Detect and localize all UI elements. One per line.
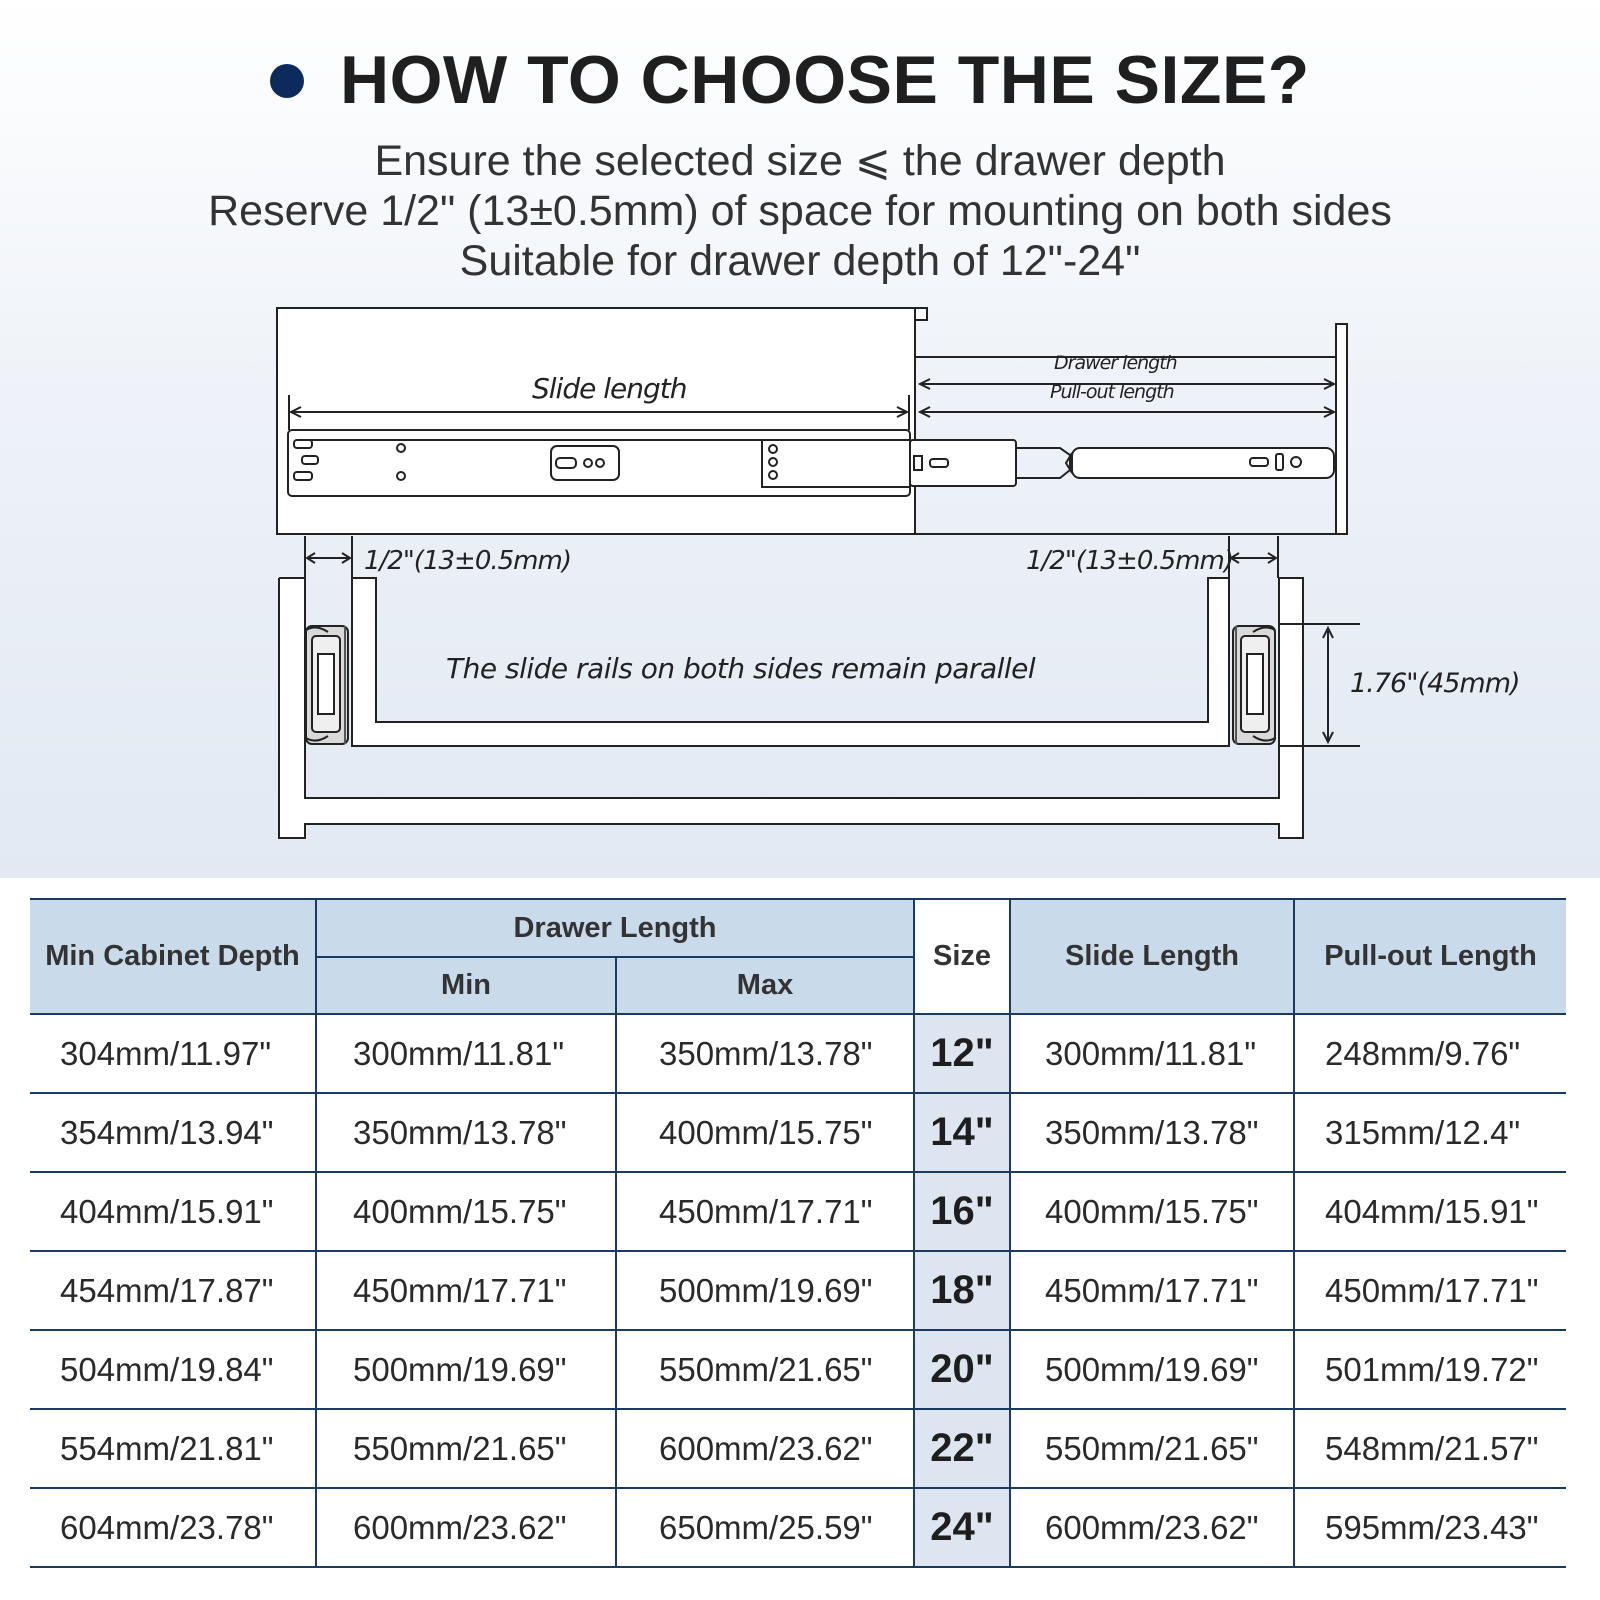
- right-rail-profile: [1233, 626, 1275, 744]
- cell-size: 12": [914, 1014, 1010, 1093]
- cell-size: 18": [914, 1251, 1010, 1330]
- table-row: [30, 1488, 1566, 1567]
- cell-size: 20": [914, 1330, 1010, 1409]
- middle-rail-end: [762, 440, 910, 487]
- cell-size: 24": [914, 1488, 1010, 1567]
- cell-drawer-max: 600mm/23.62": [616, 1409, 914, 1488]
- header-pullout-length: Pull-out Length: [1294, 899, 1566, 1014]
- cell-min-cabinet-depth: 404mm/15.91": [30, 1172, 316, 1251]
- header-max: Max: [616, 957, 914, 1014]
- slide-length-label: Slide length: [532, 372, 687, 405]
- cell-size: 22": [914, 1409, 1010, 1488]
- cabinet-frame: [279, 578, 1303, 838]
- cell-min-cabinet-depth: 454mm/17.87": [30, 1251, 316, 1330]
- cell-pullout-length: 248mm/9.76": [1294, 1014, 1566, 1093]
- table-row: [30, 1093, 1566, 1172]
- drawer-front-panel: [1336, 324, 1347, 534]
- cell-drawer-min: 450mm/17.71": [316, 1251, 616, 1330]
- cell-drawer-max: 500mm/19.69": [616, 1251, 914, 1330]
- cell-min-cabinet-depth: 304mm/11.97": [30, 1014, 316, 1093]
- cell-pullout-length: 548mm/21.57": [1294, 1409, 1566, 1488]
- header-min: Min: [316, 957, 616, 1014]
- size-chart-table: [30, 898, 1566, 1568]
- cell-slide-length: 350mm/13.78": [1010, 1093, 1294, 1172]
- cell-pullout-length: 315mm/12.4": [1294, 1093, 1566, 1172]
- pullout-length-label: Pull-out length: [1050, 381, 1174, 403]
- cell-slide-length: 500mm/19.69": [1010, 1330, 1294, 1409]
- header-slide-length: Slide Length: [1010, 899, 1294, 1014]
- cell-drawer-max: 450mm/17.71": [616, 1172, 914, 1251]
- cell-drawer-max: 350mm/13.78": [616, 1014, 914, 1093]
- cell-slide-length: 400mm/15.75": [1010, 1172, 1294, 1251]
- table-row: [30, 1330, 1566, 1409]
- cell-slide-length: 600mm/23.62": [1010, 1488, 1294, 1567]
- cell-pullout-length: 595mm/23.43": [1294, 1488, 1566, 1567]
- inner-slide-rail: [1072, 448, 1334, 478]
- cell-min-cabinet-depth: 554mm/21.81": [30, 1409, 316, 1488]
- title-row: [0, 38, 1600, 122]
- cell-drawer-min: 350mm/13.78": [316, 1093, 616, 1172]
- cell-drawer-max: 650mm/25.59": [616, 1488, 914, 1567]
- cell-drawer-min: 300mm/11.81": [316, 1014, 616, 1093]
- cell-size: 14": [914, 1093, 1010, 1172]
- cell-drawer-min: 550mm/21.65": [316, 1409, 616, 1488]
- table-row: [30, 1172, 1566, 1251]
- drawer-slide-drawing: [0, 290, 1600, 870]
- cell-drawer-min: 400mm/15.75": [316, 1172, 616, 1251]
- cabinet-corner-tab: [915, 308, 927, 320]
- parallel-note: The slide rails on both sides remain parallel: [446, 652, 1036, 685]
- cabinet-side-panel: [277, 308, 915, 534]
- rail-height-label: 1.76"(45mm): [1350, 668, 1520, 699]
- middle-slide-rail: [910, 440, 1016, 486]
- cell-pullout-length: 501mm/19.72": [1294, 1330, 1566, 1409]
- instruction-line-2: Reserve 1/2" (13±0.5mm) of space for mounting on both sides: [208, 187, 1392, 235]
- table-row: [30, 1409, 1566, 1488]
- cell-slide-length: 450mm/17.71": [1010, 1251, 1294, 1330]
- table-row: [30, 1014, 1566, 1093]
- left-rail-profile: [306, 626, 348, 744]
- header-min-cabinet-depth: Min Cabinet Depth: [30, 899, 316, 1014]
- cell-pullout-length: 450mm/17.71": [1294, 1251, 1566, 1330]
- side-view: [277, 308, 1347, 534]
- right-gap-label: 1/2"(13±0.5mm): [1026, 546, 1233, 576]
- cell-size: 16": [914, 1172, 1010, 1251]
- page-title: HOW TO CHOOSE THE SIZE?: [340, 42, 1310, 118]
- cell-min-cabinet-depth: 354mm/13.94": [30, 1093, 316, 1172]
- header-size: Size: [914, 899, 1010, 1014]
- cell-min-cabinet-depth: 604mm/23.78": [30, 1488, 316, 1567]
- cell-slide-length: 300mm/11.81": [1010, 1014, 1294, 1093]
- table-row: [30, 1251, 1566, 1330]
- header-drawer-length: Drawer Length: [316, 899, 914, 957]
- cell-pullout-length: 404mm/15.91": [1294, 1172, 1566, 1251]
- table-header-row: [30, 899, 1566, 957]
- bullet-dot-icon: [270, 64, 304, 98]
- cell-drawer-max: 400mm/15.75": [616, 1093, 914, 1172]
- cell-slide-length: 550mm/21.65": [1010, 1409, 1294, 1488]
- cell-min-cabinet-depth: 504mm/19.84": [30, 1330, 316, 1409]
- cell-drawer-min: 500mm/19.69": [316, 1330, 616, 1409]
- instruction-line-1: Ensure the selected size ⩽ the drawer depth: [374, 137, 1226, 185]
- drawer-length-label: Drawer length: [1054, 352, 1177, 374]
- left-gap-label: 1/2"(13±0.5mm): [364, 546, 571, 576]
- front-view: [279, 536, 1360, 838]
- instruction-line-3: Suitable for drawer depth of 12"-24": [459, 237, 1141, 285]
- cell-drawer-max: 550mm/21.65": [616, 1330, 914, 1409]
- cell-drawer-min: 600mm/23.62": [316, 1488, 616, 1567]
- installation-diagram: [0, 290, 1600, 870]
